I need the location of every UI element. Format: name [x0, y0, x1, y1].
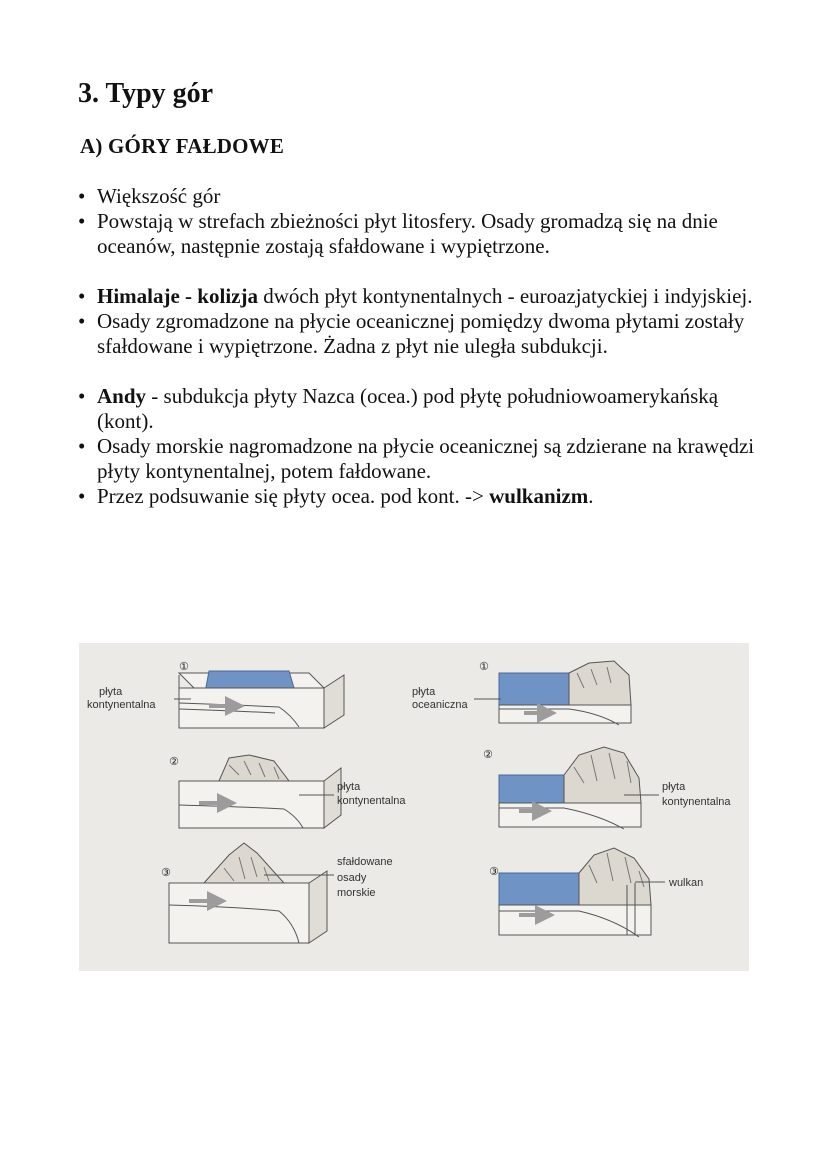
- left-step-1-diagram: [179, 671, 344, 728]
- left-label-1a: płyta: [99, 686, 123, 698]
- right-label-1a: płyta: [412, 686, 436, 698]
- mountain-formation-figure: [79, 643, 749, 971]
- section-heading: A) GÓRY FAŁDOWE: [80, 134, 285, 158]
- right-step-1-diagram: [499, 661, 631, 725]
- bullet-item: • Większość gór: [78, 184, 758, 209]
- bullet-list: [78, 184, 758, 509]
- diagram-svg: [79, 643, 749, 971]
- right-step-1-number: ①: [479, 661, 489, 673]
- right-step-3-number: ③: [489, 866, 499, 878]
- bullet-item: • Powstają w strefach zbieżności płyt litosfery. Osady gromadzą się na dnie oceanów, następnie zostają sfałdowane i wypiętrzone.: [78, 209, 758, 259]
- left-label-1b: kontynentalna: [87, 699, 156, 711]
- right-label-2a: płyta: [662, 781, 686, 793]
- bullet-item: • Osady zgromadzone na płycie oceanicznej pomiędzy dwoma płytami zostały sfałdowane i wypiętrzone. Żadna z płyt nie uległa subdukcji.: [78, 309, 758, 359]
- left-step-1-number: ①: [179, 661, 189, 673]
- bullet-item: • Osady morskie nagromadzone na płycie oceanicznej są zdzierane na krawędzi płyty kontynentalnej, potem fałdowane.: [78, 434, 758, 484]
- left-step-3-number: ③: [161, 867, 171, 879]
- left-step-3-diagram: [169, 843, 327, 943]
- right-label-2b: kontynentalna: [662, 796, 731, 808]
- page-title: 3. Typy gór: [78, 78, 214, 109]
- bullet-item: • Andy - subdukcja płyty Nazca (ocea.) pod płytę południowoamerykańską (kont).: [78, 384, 758, 434]
- left-label-3c: morskie: [337, 887, 376, 899]
- right-step-3-diagram: [499, 848, 651, 937]
- right-label-1b: oceaniczna: [412, 699, 468, 711]
- left-step-2-diagram: [179, 755, 341, 828]
- bullet-item: • Przez podsuwanie się płyty ocea. pod kont. -> wulkanizm.: [78, 484, 758, 509]
- right-step-2-diagram: [499, 747, 641, 829]
- bullet-item: • Himalaje - kolizja dwóch płyt kontynentalnych - euroazjatyckiej i indyjskiej.: [78, 284, 758, 309]
- left-label-3b: osady: [337, 872, 367, 884]
- left-label-3a: sfałdowane: [337, 856, 393, 868]
- left-step-2-number: ②: [169, 756, 179, 768]
- right-step-2-number: ②: [483, 749, 493, 761]
- left-label-2b: kontynentalna: [337, 795, 406, 807]
- left-label-2a: płyta: [337, 781, 361, 793]
- right-label-3: wulkan: [669, 877, 704, 889]
